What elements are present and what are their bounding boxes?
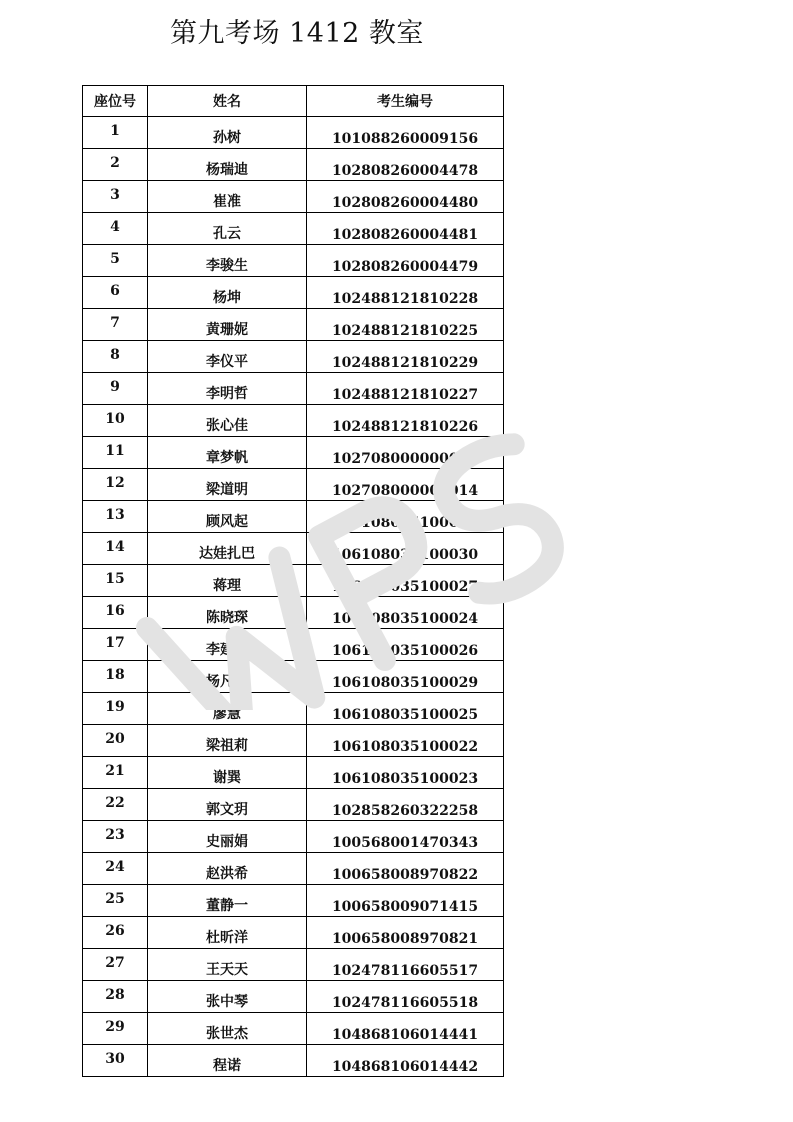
table-row: [83, 117, 504, 149]
exam-id-cell: 106108035100027: [307, 565, 504, 597]
table-row: [83, 469, 504, 501]
student-name-cell: 史丽娟: [148, 821, 307, 853]
table-header-row: [83, 86, 504, 117]
seat-number-cell: 24: [83, 853, 148, 885]
exam-id-cell: 102478116605517: [307, 949, 504, 981]
seat-number-cell: 22: [83, 789, 148, 821]
table-row: [83, 405, 504, 437]
student-name-cell: 陈晓琛: [148, 597, 307, 629]
exam-id-cell: 100568001470343: [307, 821, 504, 853]
header-exam-id: 考生编号: [307, 86, 504, 117]
seat-number-cell: 11: [83, 437, 148, 469]
exam-id-cell: 106108035100029: [307, 661, 504, 693]
exam-id-cell: 102808260004481: [307, 213, 504, 245]
exam-id-cell: 102488121810226: [307, 405, 504, 437]
table-row: [83, 981, 504, 1013]
seat-number-cell: 27: [83, 949, 148, 981]
seat-number-cell: 19: [83, 693, 148, 725]
table-row: [83, 693, 504, 725]
table-row: [83, 661, 504, 693]
exam-id-cell: 104868106014442: [307, 1045, 504, 1077]
seat-number-cell: 1: [83, 117, 148, 149]
exam-id-cell: 102708000000013: [307, 437, 504, 469]
table-row: [83, 821, 504, 853]
exam-id-cell: 106108035100025: [307, 693, 504, 725]
student-name-cell: 李明哲: [148, 373, 307, 405]
seat-number-cell: 18: [83, 661, 148, 693]
seat-number-cell: 28: [83, 981, 148, 1013]
exam-id-cell: 104868106014441: [307, 1013, 504, 1045]
student-name-cell: 李骏生: [148, 245, 307, 277]
table-row: [83, 277, 504, 309]
seat-number-cell: 8: [83, 341, 148, 373]
student-name-cell: 王天天: [148, 949, 307, 981]
table-row: [83, 597, 504, 629]
student-name-cell: 张中琴: [148, 981, 307, 1013]
student-name-cell: 章梦帆: [148, 437, 307, 469]
student-name-cell: 孔云: [148, 213, 307, 245]
student-name-cell: 杨瑞迪: [148, 149, 307, 181]
seat-number-cell: 9: [83, 373, 148, 405]
exam-id-cell: 102488121810229: [307, 341, 504, 373]
exam-id-cell: 106108035100023: [307, 757, 504, 789]
table-body: [83, 117, 504, 1077]
seat-number-cell: 29: [83, 1013, 148, 1045]
exam-id-cell: 102478116605518: [307, 981, 504, 1013]
table-row: [83, 725, 504, 757]
header-name: 姓名: [148, 86, 307, 117]
exam-id-cell: 102488121810227: [307, 373, 504, 405]
exam-id-cell: 106108035100022: [307, 725, 504, 757]
exam-id-cell: 100658009071415: [307, 885, 504, 917]
seat-number-cell: 15: [83, 565, 148, 597]
student-name-cell: 程诺: [148, 1045, 307, 1077]
table-row: [83, 1013, 504, 1045]
seat-number-cell: 25: [83, 885, 148, 917]
seat-number-cell: 21: [83, 757, 148, 789]
seat-number-cell: 30: [83, 1045, 148, 1077]
exam-id-cell: 106108035100026: [307, 629, 504, 661]
table-row: [83, 149, 504, 181]
table-row: [83, 757, 504, 789]
table-row: [83, 629, 504, 661]
table-row: [83, 373, 504, 405]
table-row: [83, 949, 504, 981]
exam-id-cell: 106108035100024: [307, 597, 504, 629]
table-row: [83, 501, 504, 533]
seat-number-cell: 17: [83, 629, 148, 661]
seat-number-cell: 3: [83, 181, 148, 213]
student-name-cell: 顾风起: [148, 501, 307, 533]
seat-number-cell: 7: [83, 309, 148, 341]
exam-id-cell: 102488121810225: [307, 309, 504, 341]
table-row: [83, 341, 504, 373]
student-name-cell: 李仪平: [148, 341, 307, 373]
seat-number-cell: 10: [83, 405, 148, 437]
student-name-cell: 梁祖莉: [148, 725, 307, 757]
table-row: [83, 917, 504, 949]
student-name-cell: 黄珊妮: [148, 309, 307, 341]
exam-id-cell: 102808260004479: [307, 245, 504, 277]
seat-number-cell: 14: [83, 533, 148, 565]
seat-number-cell: 2: [83, 149, 148, 181]
seat-number-cell: 20: [83, 725, 148, 757]
table-row: [83, 181, 504, 213]
student-name-cell: 谢巽: [148, 757, 307, 789]
exam-id-cell: 101088260009156: [307, 117, 504, 149]
exam-id-cell: 102808260004478: [307, 149, 504, 181]
student-name-cell: 廖慧: [148, 693, 307, 725]
student-name-cell: 张世杰: [148, 1013, 307, 1045]
seat-number-cell: 4: [83, 213, 148, 245]
exam-id-cell: 102708000000014: [307, 469, 504, 501]
student-name-cell: 董静一: [148, 885, 307, 917]
seat-number-cell: 26: [83, 917, 148, 949]
seat-number-cell: 6: [83, 277, 148, 309]
exam-id-cell: 106108035100030: [307, 533, 504, 565]
seat-number-cell: 16: [83, 597, 148, 629]
seat-number-cell: 12: [83, 469, 148, 501]
exam-id-cell: 102488121810228: [307, 277, 504, 309]
student-name-cell: 梁道明: [148, 469, 307, 501]
table-row: [83, 789, 504, 821]
page-title: 第九考场 1412 教室: [170, 18, 424, 49]
student-name-cell: 杜昕洋: [148, 917, 307, 949]
table-row: [83, 885, 504, 917]
student-name-cell: 杨凡玉: [148, 661, 307, 693]
exam-id-cell: 106108035100028: [307, 501, 504, 533]
seat-number-cell: 13: [83, 501, 148, 533]
student-name-cell: 蒋理: [148, 565, 307, 597]
seat-number-cell: 5: [83, 245, 148, 277]
table-row: [83, 1045, 504, 1077]
student-name-cell: 赵洪希: [148, 853, 307, 885]
exam-id-cell: 102808260004480: [307, 181, 504, 213]
exam-id-cell: 100658008970821: [307, 917, 504, 949]
exam-id-cell: 100658008970822: [307, 853, 504, 885]
table-row: [83, 437, 504, 469]
student-name-cell: 张心佳: [148, 405, 307, 437]
student-name-cell: 达娃扎巴: [148, 533, 307, 565]
seating-table: [82, 85, 504, 1077]
student-name-cell: 郭文玥: [148, 789, 307, 821]
table-row: [83, 213, 504, 245]
exam-id-cell: 102858260322258: [307, 789, 504, 821]
header-seat: 座位号: [83, 86, 148, 117]
table-row: [83, 309, 504, 341]
seat-number-cell: 23: [83, 821, 148, 853]
student-name-cell: 杨坤: [148, 277, 307, 309]
student-name-cell: 崔准: [148, 181, 307, 213]
table-row: [83, 533, 504, 565]
table-row: [83, 565, 504, 597]
student-name-cell: 孙树: [148, 117, 307, 149]
table-row: [83, 245, 504, 277]
student-name-cell: 李建鹏: [148, 629, 307, 661]
table-row: [83, 853, 504, 885]
